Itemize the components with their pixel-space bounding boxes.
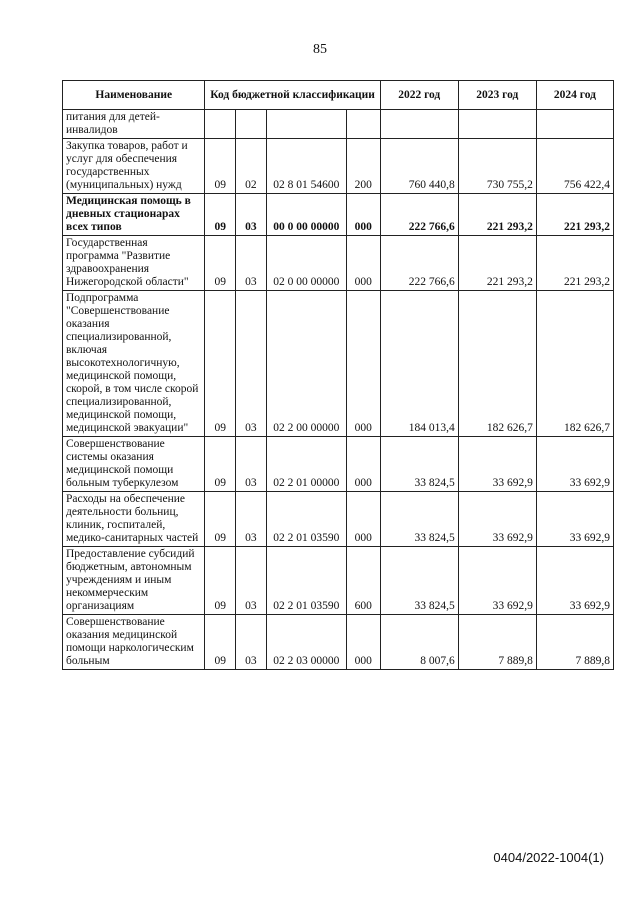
cell-2024: 756 422,4 [536,139,613,194]
cell-target-article: 02 2 01 00000 [266,437,346,492]
cell-subsection [236,110,267,139]
cell-subsection: 02 [236,139,267,194]
cell-section: 09 [205,492,236,547]
cell-subsection: 03 [236,236,267,291]
cell-section [205,110,236,139]
cell-2023: 33 692,9 [458,492,536,547]
cell-2023: 730 755,2 [458,139,536,194]
cell-expense-type: 000 [346,236,380,291]
cell-expense-type: 000 [346,615,380,670]
budget-table [62,80,614,670]
cell-name: Медицинская помощь в дневных стационарах всех типов [63,194,205,236]
cell-section: 09 [205,547,236,615]
cell-2023 [458,110,536,139]
cell-2022: 33 824,5 [380,437,458,492]
table-row [63,236,614,291]
header-name: Наименование [63,81,205,110]
table-row [63,547,614,615]
cell-2022: 184 013,4 [380,291,458,437]
header-code: Код бюджетной классификации [205,81,380,110]
cell-2022: 33 824,5 [380,492,458,547]
cell-2024: 33 692,9 [536,547,613,615]
header-2024: 2024 год [536,81,613,110]
cell-2022: 760 440,8 [380,139,458,194]
header-2022: 2022 год [380,81,458,110]
cell-target-article: 02 2 01 03590 [266,492,346,547]
table-header-row [63,81,614,110]
cell-2024 [536,110,613,139]
cell-target-article: 02 0 00 00000 [266,236,346,291]
cell-2024: 33 692,9 [536,437,613,492]
cell-target-article: 02 8 01 54600 [266,139,346,194]
cell-name: Совершенствование оказания медицинской помощи наркологическим больным [63,615,205,670]
cell-target-article: 02 2 00 00000 [266,291,346,437]
cell-name: Расходы на обеспечение деятельности больниц, клиник, госпиталей, медико-санитарных частей [63,492,205,547]
cell-2022: 33 824,5 [380,547,458,615]
cell-expense-type: 000 [346,492,380,547]
cell-name: Закупка товаров, работ и услуг для обеспечения государственных (муниципальных) нужд [63,139,205,194]
cell-name: Подпрограмма "Совершенствование оказания специализированной, включая высокотехнологичную, медицинской помощи, скорой, в том числе скорой специализированной, медицинской помощи, медицинской эвакуации" [63,291,205,437]
table-row [63,291,614,437]
cell-section: 09 [205,194,236,236]
cell-name: Совершенствование системы оказания медицинской помощи больным туберкулезом [63,437,205,492]
cell-section: 09 [205,437,236,492]
cell-2024: 221 293,2 [536,236,613,291]
cell-name: питания для детей-инвалидов [63,110,205,139]
cell-name: Государственная программа "Развитие здравоохранения Нижегородской области" [63,236,205,291]
cell-2024: 182 626,7 [536,291,613,437]
header-2023: 2023 год [458,81,536,110]
cell-target-article: 00 0 00 00000 [266,194,346,236]
table-row [63,139,614,194]
cell-2023: 7 889,8 [458,615,536,670]
cell-expense-type: 600 [346,547,380,615]
cell-2023: 221 293,2 [458,194,536,236]
cell-2023: 33 692,9 [458,437,536,492]
cell-subsection: 03 [236,194,267,236]
cell-2022 [380,110,458,139]
table-row [63,437,614,492]
cell-2022: 8 007,6 [380,615,458,670]
table-row [63,615,614,670]
table-row [63,194,614,236]
cell-subsection: 03 [236,547,267,615]
cell-2022: 222 766,6 [380,194,458,236]
cell-expense-type: 000 [346,291,380,437]
cell-section: 09 [205,139,236,194]
cell-subsection: 03 [236,437,267,492]
cell-expense-type [346,110,380,139]
cell-target-article: 02 2 03 00000 [266,615,346,670]
cell-section: 09 [205,615,236,670]
table-row [63,492,614,547]
cell-name: Предоставление субсидий бюджетным, автономным учреждениям и иным некоммерческим организациям [63,547,205,615]
cell-expense-type: 200 [346,139,380,194]
cell-subsection: 03 [236,492,267,547]
cell-2023: 33 692,9 [458,547,536,615]
cell-target-article: 02 2 01 03590 [266,547,346,615]
table-row [63,110,614,139]
cell-2023: 221 293,2 [458,236,536,291]
cell-subsection: 03 [236,291,267,437]
cell-2022: 222 766,6 [380,236,458,291]
cell-expense-type: 000 [346,437,380,492]
cell-2024: 221 293,2 [536,194,613,236]
cell-subsection: 03 [236,615,267,670]
cell-expense-type: 000 [346,194,380,236]
cell-2023: 182 626,7 [458,291,536,437]
page-number: 85 [313,42,327,57]
document-number: 0404/2022-1004(1) [493,850,604,865]
cell-2024: 33 692,9 [536,492,613,547]
cell-section: 09 [205,236,236,291]
cell-section: 09 [205,291,236,437]
cell-target-article [266,110,346,139]
cell-2024: 7 889,8 [536,615,613,670]
